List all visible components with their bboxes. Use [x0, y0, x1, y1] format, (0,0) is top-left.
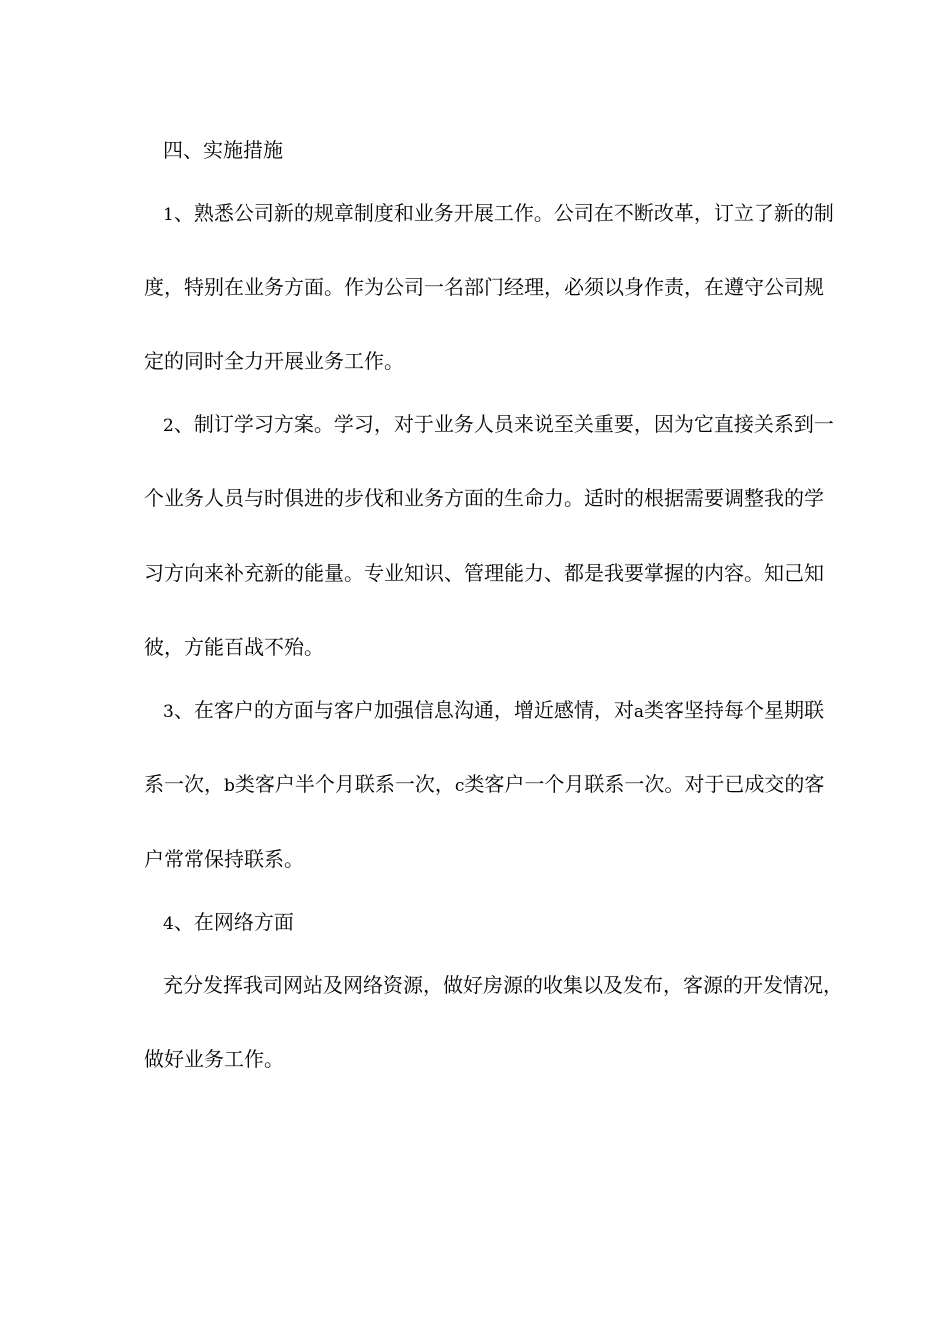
category-letter: a	[633, 702, 644, 722]
item-number: 4	[163, 914, 174, 934]
paragraph-text: 、在客户的方面与客户加强信息沟通，增近感情，对	[173, 698, 634, 722]
paragraph-1-line-1	[163, 199, 833, 229]
paragraph-text: 类客户半个月联系一次，	[234, 772, 455, 796]
paragraph-text: 、熟悉公司新的规章制度和业务开展工作。公司在不断改革，订立了新的制	[173, 201, 834, 225]
paragraph-4-title	[163, 908, 833, 938]
paragraph-text: 类客户一个月联系一次。对于已成交的客	[464, 772, 825, 796]
item-number: 1	[163, 205, 174, 225]
paragraph-4-line-2: 做好业务工作。	[144, 1047, 284, 1071]
section-heading: 四、实施措施	[163, 138, 283, 162]
paragraph-4-line-1: 充分发挥我司网站及网络资源，做好房源的收集以及发布，客源的开发情况，	[163, 973, 843, 997]
item-number: 2	[163, 416, 174, 436]
paragraph-text: 、在网络方面	[173, 910, 294, 934]
paragraph-text: 、制订学习方案。学习，对于业务人员来说至关重要，因为它直接关系到一	[173, 412, 834, 436]
paragraph-text: 系一次，	[144, 772, 224, 796]
paragraph-3-line-2	[144, 770, 825, 800]
paragraph-2-line-3: 习方向来补充新的能量。专业知识、管理能力、都是我要掌握的内容。知己知	[144, 561, 824, 585]
paragraph-1-line-3: 定的同时全力开展业务工作。	[144, 349, 404, 373]
item-number: 3	[163, 702, 174, 722]
category-letter: c	[454, 776, 465, 796]
paragraph-2-line-2: 个业务人员与时俱进的步伐和业务方面的生命力。适时的根据需要调整我的学	[144, 486, 824, 510]
category-letter: b	[224, 776, 235, 796]
paragraph-2-line-1	[163, 410, 833, 440]
paragraph-1-line-2: 度，特别在业务方面。作为公司一名部门经理，必须以身作责，在遵守公司规	[144, 275, 824, 299]
paragraph-3-line-3: 户常常保持联系。	[144, 847, 304, 871]
paragraph-2-line-4: 彼，方能百战不殆。	[144, 635, 324, 659]
paragraph-3-line-1	[163, 696, 833, 726]
paragraph-text: 类客坚持每个星期联	[643, 698, 824, 722]
